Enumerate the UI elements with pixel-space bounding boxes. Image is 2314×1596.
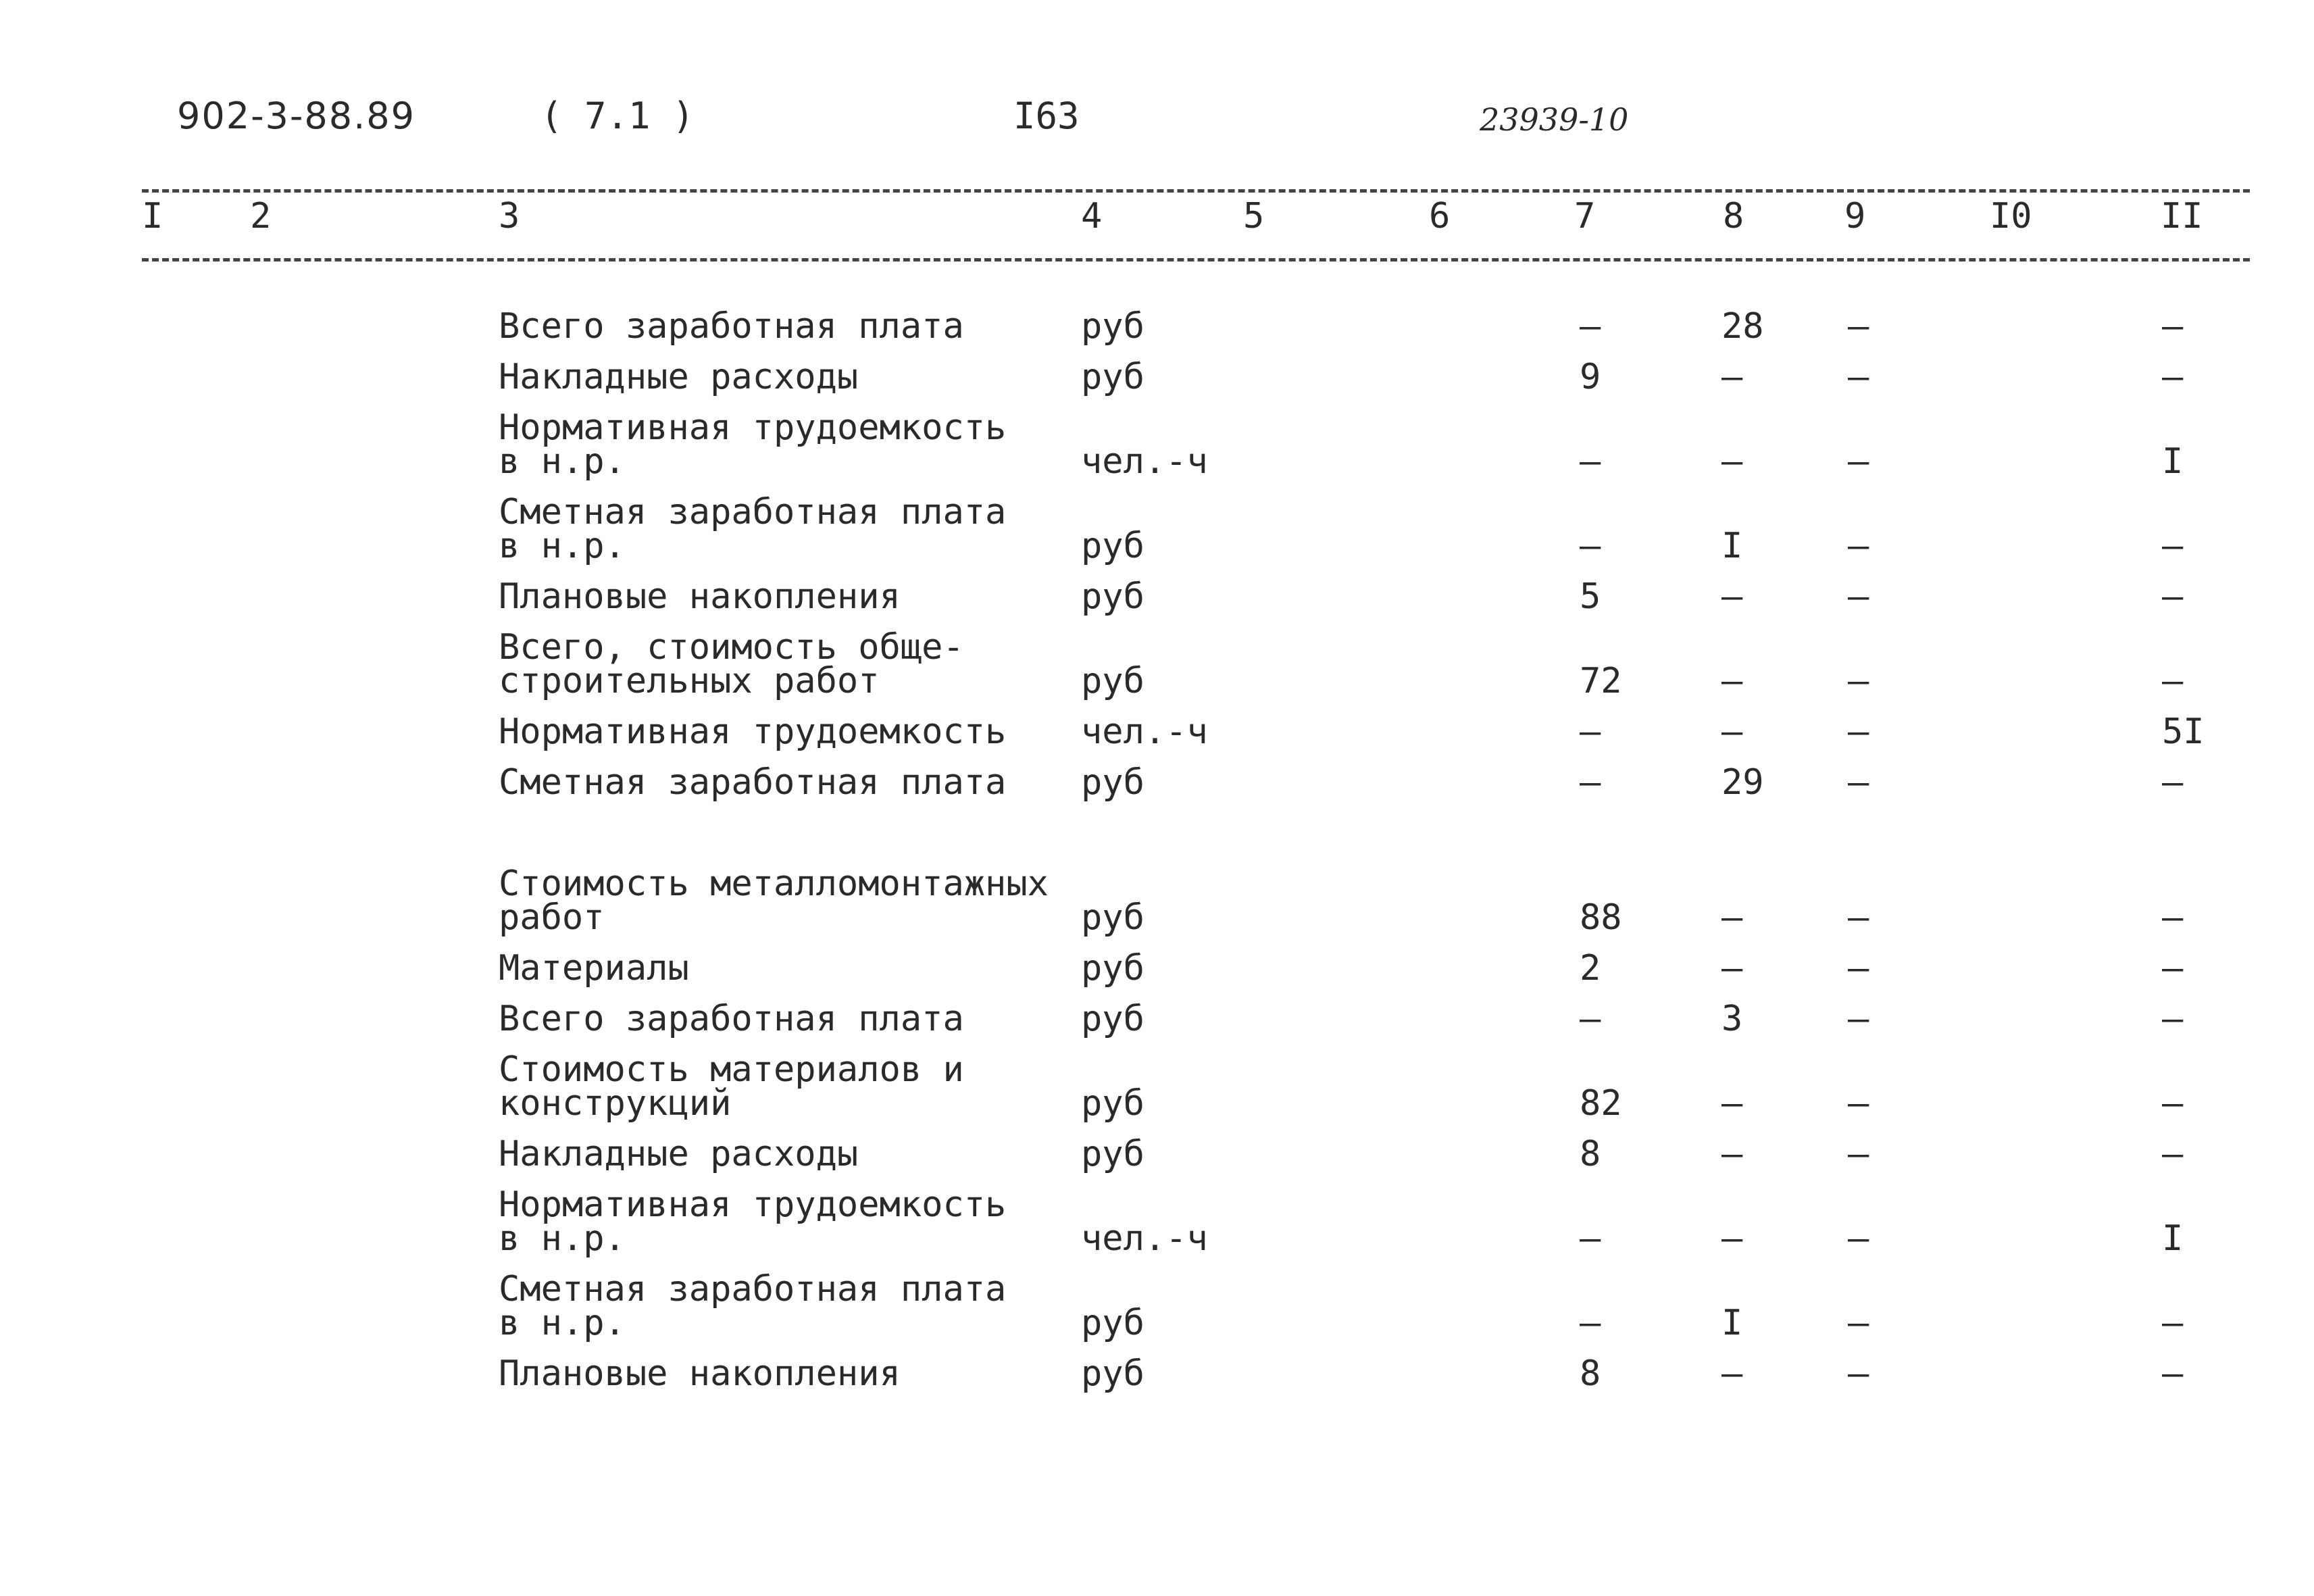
row-value-c7: 72 [1580, 661, 1622, 701]
row-unit: руб [1081, 576, 1145, 617]
column-number: 5 [1243, 196, 1265, 236]
row-label: Накладные расходы [499, 357, 859, 397]
row-label: Сметная заработная плата в н.р. [499, 1269, 1007, 1343]
row-value-c7: 2 [1580, 948, 1601, 989]
row-value-c8: 29 [1721, 762, 1764, 803]
row-value-c8: – [1721, 1218, 1743, 1259]
row-value-c8: I [1721, 1303, 1743, 1343]
row-unit: руб [1081, 306, 1145, 347]
row-value-c7: 8 [1580, 1353, 1601, 1394]
row-value-c9: – [1848, 306, 1869, 347]
row-value-c9: – [1848, 357, 1869, 397]
row-value-c7: – [1580, 1303, 1601, 1343]
row-value-c9: – [1848, 999, 1869, 1039]
row-value-c9: – [1848, 1353, 1869, 1394]
column-number: I [142, 196, 164, 236]
column-number: I0 [1990, 196, 2032, 236]
row-value-c11: I [2162, 441, 2184, 482]
row-unit: чел.-ч [1081, 712, 1208, 752]
row-value-c7: – [1580, 762, 1601, 803]
row-label: Сметная заработная плата [499, 762, 1007, 803]
row-label: Всего заработная плата [499, 306, 964, 347]
row-label: Нормативная трудоемкость в н.р. [499, 407, 1007, 482]
row-label: Всего заработная плата [499, 999, 964, 1039]
row-value-c8: – [1721, 1353, 1743, 1394]
row-value-c11: – [2162, 1134, 2184, 1174]
row-value-c8: – [1721, 712, 1743, 752]
row-value-c8: I [1721, 526, 1743, 566]
row-unit: руб [1081, 526, 1145, 566]
row-value-c8: – [1721, 1134, 1743, 1174]
column-number: 6 [1429, 196, 1451, 236]
row-label: Плановые накопления [499, 1353, 901, 1394]
row-value-c9: – [1848, 1134, 1869, 1174]
row-value-c7: – [1580, 526, 1601, 566]
row-value-c7: – [1580, 1218, 1601, 1259]
row-label: Плановые накопления [499, 576, 901, 617]
row-value-c8: – [1721, 948, 1743, 989]
row-label: Всего, стоимость обще- строительных работ [499, 627, 964, 701]
row-label: Сметная заработная плата в н.р. [499, 492, 1007, 566]
row-value-c9: – [1848, 576, 1869, 617]
row-value-c9: – [1848, 1303, 1869, 1343]
row-value-c7: 5 [1580, 576, 1601, 617]
row-value-c11: – [2162, 1083, 2184, 1124]
column-number: 4 [1081, 196, 1103, 236]
row-unit: руб [1081, 1353, 1145, 1394]
row-label: Накладные расходы [499, 1134, 859, 1174]
row-value-c11: – [2162, 762, 2184, 803]
page-number: I63 [1013, 95, 1080, 137]
column-number: 3 [499, 196, 520, 236]
row-unit: руб [1081, 1083, 1145, 1124]
row-value-c11: – [2162, 526, 2184, 566]
row-value-c11: I [2162, 1218, 2184, 1259]
row-value-c7: – [1580, 712, 1601, 752]
row-unit: руб [1081, 948, 1145, 989]
row-unit: руб [1081, 357, 1145, 397]
row-value-c7: 8 [1580, 1134, 1601, 1174]
row-value-c9: – [1848, 762, 1869, 803]
row-value-c11: – [2162, 999, 2184, 1039]
row-value-c9: – [1848, 661, 1869, 701]
row-unit: чел.-ч [1081, 1218, 1208, 1259]
row-value-c11: 5I [2162, 712, 2205, 752]
row-unit: чел.-ч [1081, 441, 1208, 482]
row-label: Нормативная трудоемкость в н.р. [499, 1184, 1007, 1259]
row-value-c7: 9 [1580, 357, 1601, 397]
row-unit: руб [1081, 999, 1145, 1039]
sheet-label: ( 7.1 ) [540, 95, 695, 137]
row-value-c8: – [1721, 441, 1743, 482]
column-number: II [2161, 196, 2203, 236]
row-value-c8: 28 [1721, 306, 1764, 347]
column-number: 2 [250, 196, 272, 236]
row-value-c8: – [1721, 357, 1743, 397]
column-number: 9 [1844, 196, 1866, 236]
document-code: 902-3-88.89 [177, 95, 416, 137]
row-label: Стоимость материалов и конструкций [499, 1049, 964, 1124]
row-value-c7: 88 [1580, 897, 1622, 938]
row-value-c8: – [1721, 661, 1743, 701]
row-value-c7: 82 [1580, 1083, 1622, 1124]
row-unit: руб [1081, 1134, 1145, 1174]
row-value-c11: – [2162, 897, 2184, 938]
row-value-c11: – [2162, 1353, 2184, 1394]
column-number: 8 [1723, 196, 1744, 236]
row-value-c8: – [1721, 897, 1743, 938]
row-value-c9: – [1848, 441, 1869, 482]
row-unit: руб [1081, 762, 1145, 803]
row-value-c7: – [1580, 999, 1601, 1039]
row-value-c11: – [2162, 306, 2184, 347]
row-value-c9: – [1848, 948, 1869, 989]
row-value-c11: – [2162, 576, 2184, 617]
row-unit: руб [1081, 1303, 1145, 1343]
row-value-c11: – [2162, 1303, 2184, 1343]
row-value-c11: – [2162, 357, 2184, 397]
row-value-c9: – [1848, 712, 1869, 752]
row-label: Материалы [499, 948, 689, 989]
row-unit: руб [1081, 897, 1145, 938]
column-number: 7 [1574, 196, 1596, 236]
row-value-c9: – [1848, 1218, 1869, 1259]
row-value-c8: – [1721, 576, 1743, 617]
row-value-c11: – [2162, 661, 2184, 701]
row-label: Стоимость металломонтажных работ [499, 864, 1049, 938]
row-value-c7: – [1580, 306, 1601, 347]
row-value-c9: – [1848, 526, 1869, 566]
row-value-c7: – [1580, 441, 1601, 482]
document-number: 23939-10 [1480, 101, 1629, 138]
row-value-c8: 3 [1721, 999, 1743, 1039]
row-label: Нормативная трудоемкость [499, 712, 1007, 752]
row-value-c11: – [2162, 948, 2184, 989]
row-value-c9: – [1848, 1083, 1869, 1124]
row-unit: руб [1081, 661, 1145, 701]
row-value-c8: – [1721, 1083, 1743, 1124]
row-value-c9: – [1848, 897, 1869, 938]
